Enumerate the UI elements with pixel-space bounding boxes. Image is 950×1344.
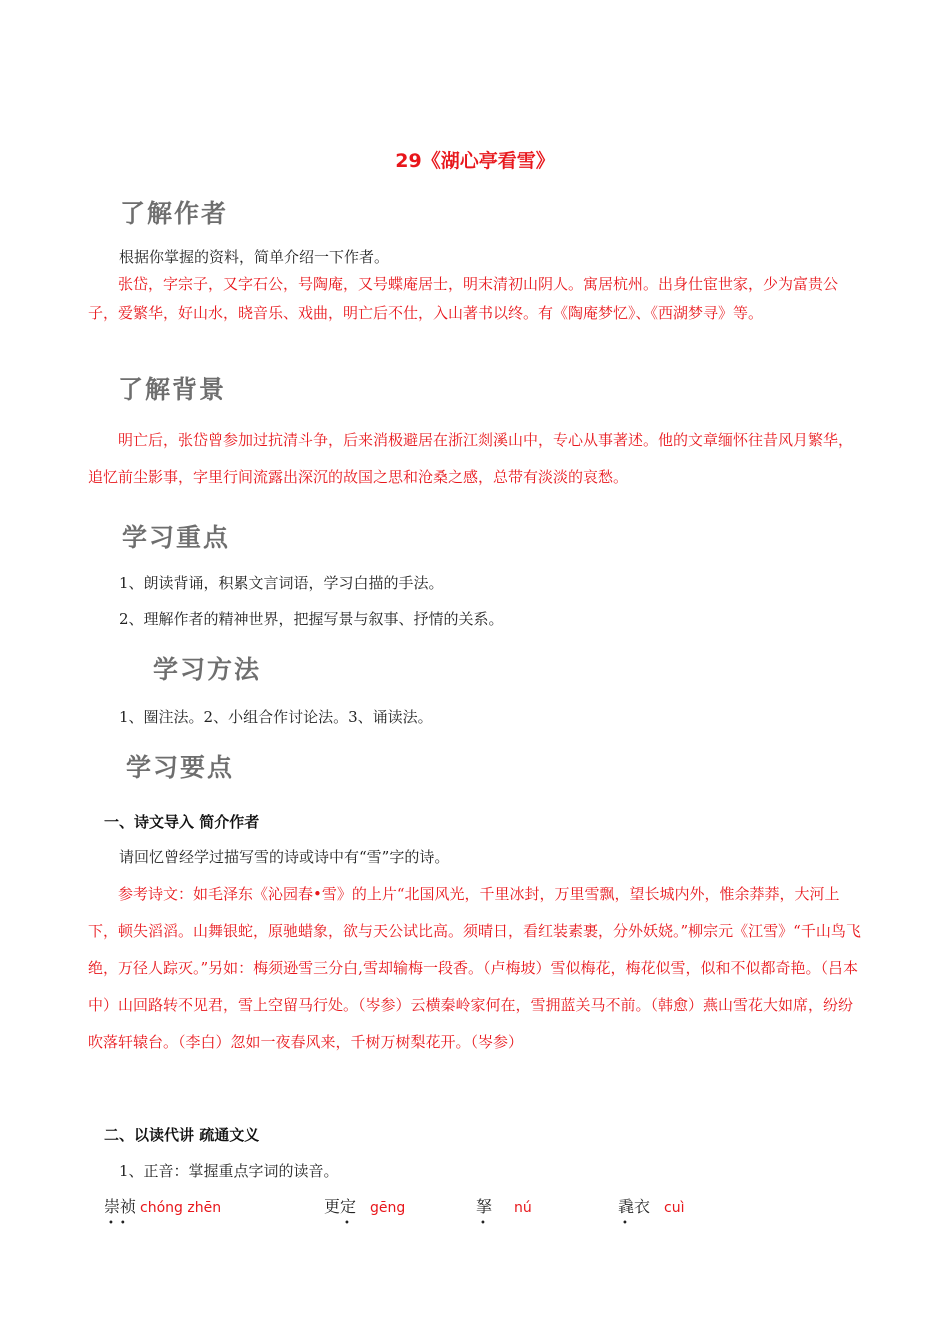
author-prompt: 根据你掌握的资料，简单介绍一下作者。 xyxy=(119,248,390,266)
pinyin-sound: gēng xyxy=(370,1200,406,1216)
emphasis-dots: •• xyxy=(108,1218,132,1229)
pinyin-item xyxy=(618,1194,685,1229)
emphasis-dots: • xyxy=(344,1218,356,1229)
background-text: 明亡后，张岱曾参加过抗清斗争，后来消极避居在浙江剡溪山中，专心从事著述。他的文章缅怀往昔风月繁华，追忆前尘影事，字里行间流露出深沉的故国之思和沧桑之感，总带有淡淡的哀愁。 xyxy=(88,431,854,486)
pinyin-sound: chóng zhēn xyxy=(140,1200,222,1216)
pinyin-word: 更定 xyxy=(324,1197,357,1216)
author-answer: 张岱，字宗子，又字石公，号陶庵，又号蝶庵居士，明末清初山阴人。寓居杭州。出身仕宦世家，少为富贵公子，爱繁华，好山水，晓音乐、戏曲，明亡后不仕，入山著书以终。有《陶庵梦忆》、《西湖梦寻》等。 xyxy=(88,275,839,322)
section-heading-method: 学习方法 xyxy=(153,655,262,684)
section-heading-background: 了解背景 xyxy=(118,375,227,404)
focus-item-2: 2、理解作者的精神世界，把握写景与叙事、抒情的关系。 xyxy=(119,610,504,628)
part1-title: 一、诗文导入 简介作者 xyxy=(104,813,260,831)
part2-item1: 1、正音：掌握重点字词的读音。 xyxy=(119,1162,339,1180)
focus-item-1: 1、朗读背诵，积累文言词语，学习白描的手法。 xyxy=(119,574,444,592)
section-heading-focus: 学习重点 xyxy=(122,523,231,552)
part1-reference: 参考诗文：如毛泽东《沁园春•雪》的上片“北国风光，千里冰封，万里雪飘，望长城内外，惟余莽莽，大河上下，顿失滔滔。山舞银蛇，原驰蜡象，欲与天公试比高。须晴日，看红装素裹，分外妖娆。”柳宗元《江雪》“千山鸟飞绝，万径人踪灭。”另如：梅须逊雪三分白,雪却输梅一段香。（卢梅坡）雪似梅花，梅花似雪，似和不似都奇艳。（吕本中）山回路转不见君，雪上空留马行处。（岑参）云横秦岭家何在，雪拥蓝关马不前。（韩愈）燕山雪花大如席，纷纷吹落轩辕台。（李白）忽如一夜春风来，千树万树梨花开。（岑参） xyxy=(88,885,861,1051)
pinyin-item xyxy=(476,1194,532,1229)
pinyin-item xyxy=(324,1194,406,1229)
section-heading-author: 了解作者 xyxy=(120,199,229,228)
pinyin-word: 毳衣 xyxy=(618,1197,651,1216)
pinyin-item xyxy=(104,1194,222,1229)
pinyin-sound: cuì xyxy=(664,1200,685,1216)
part1-prompt: 请回忆曾经学过描写雪的诗或诗中有“雪”字的诗。 xyxy=(119,848,450,866)
pinyin-row xyxy=(104,1194,864,1229)
emphasis-dots: • xyxy=(480,1218,492,1229)
pinyin-word: 拏 xyxy=(476,1197,493,1216)
method-text: 1、圈注法。2、小组合作讨论法。3、诵读法。 xyxy=(119,708,433,726)
section-heading-points: 学习要点 xyxy=(126,753,235,782)
emphasis-dots: • xyxy=(622,1218,634,1229)
pinyin-sound: nú xyxy=(514,1200,532,1216)
page-title: 29《湖心亭看雪》 xyxy=(395,150,555,172)
part2-title: 二、以读代讲 疏通文义 xyxy=(104,1126,260,1144)
pinyin-word: 崇祯 xyxy=(104,1197,137,1216)
